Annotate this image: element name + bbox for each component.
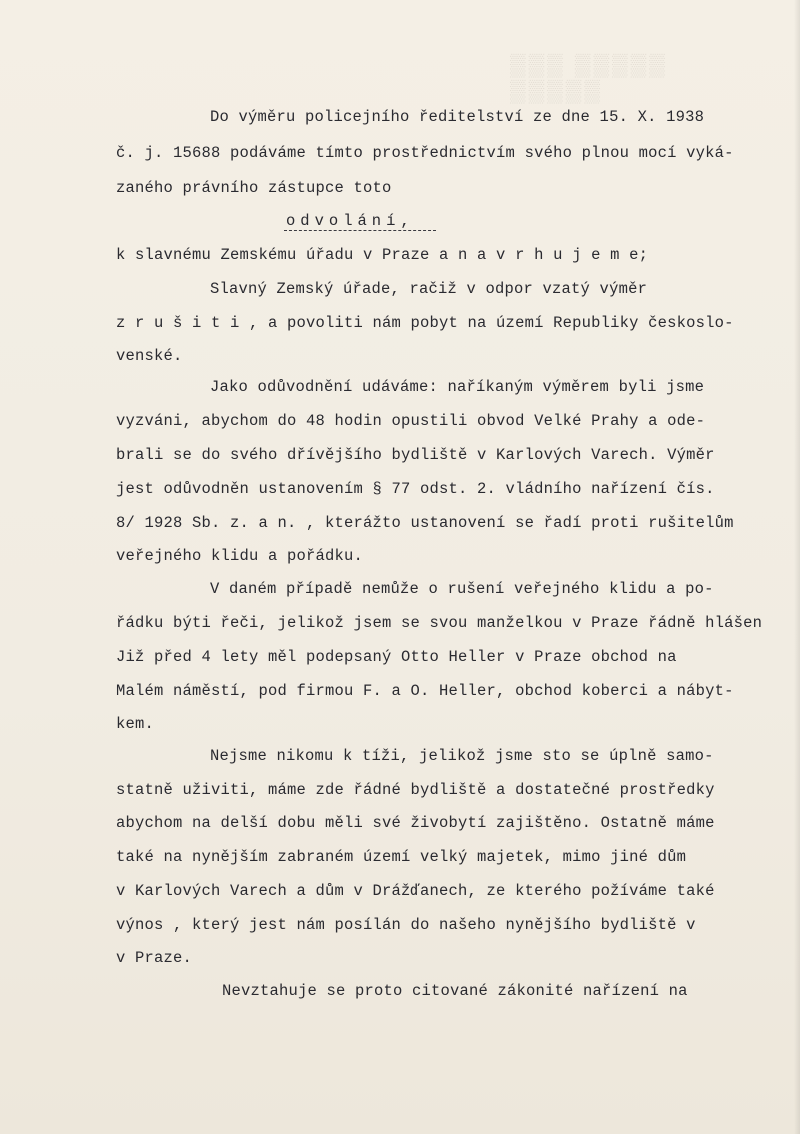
text-line: z r u š i t i , a povoliti nám pobyt na území Republiky českoslo- — [116, 314, 734, 332]
text-line: veřejného klidu a pořádku. — [116, 547, 364, 565]
text-line: č. j. 15688 podáváme tímto prostřednictvím svého plnou mocí vyká- — [116, 144, 734, 162]
text-line: v Praze. — [116, 949, 193, 967]
text-line: Nejsme nikomu k tíži, jelikož jsme sto se úplně samo- — [210, 747, 714, 765]
text-line: Malém náměstí, pod firmou F. a O. Heller, obchod koberci a nábyt- — [116, 682, 734, 700]
text-line: abychom na delší dobu měli své živobytí zajištěno. Ostatně máme — [116, 814, 715, 832]
text-line: také na nynějším zabraném území velký majetek, mimo jiné dům — [116, 848, 687, 866]
text-line: statně uživiti, máme zde řádné bydliště a dostatečné prostředky — [116, 781, 715, 799]
text-line: kem. — [116, 715, 155, 733]
text-line: v Karlových Varech a dům v Drážďanech, ze kterého požíváme také — [116, 882, 715, 900]
text-line: Nevztahuje se proto citované zákonité nařízení na — [222, 982, 688, 1000]
text-line: vyzváni, abychom do 48 hodin opustili obvod Velké Prahy a ode- — [116, 412, 706, 430]
text-line: zaného právního zástupce toto — [116, 179, 392, 197]
heading-odvolani: odvolání, — [286, 212, 415, 230]
text-line: V daném případě nemůže o rušení veřejného klidu a po- — [210, 580, 714, 598]
page-edge — [794, 0, 800, 1134]
text-line: jest odůvodněn ustanovením § 77 odst. 2. vládního nařízení čís. — [116, 480, 715, 498]
text-line: řádku býti řeči, jelikož jsem se svou manželkou v Praze řádně hlášen — [116, 614, 763, 632]
text-line: venské. — [116, 347, 183, 365]
faint-stamp-mark: ▒▒▒ ▒▒▒▒▒ ▒▒▒▒▒ — [510, 52, 668, 103]
text-line: brali se do svého dřívějšího bydliště v Karlových Varech. Výměr — [116, 446, 715, 464]
text-line: Slavný Zemský úřade, račiž v odpor vzatý výměr — [210, 280, 648, 298]
text-line: výnos , který jest nám posílán do našeho nynějšího bydliště v — [116, 916, 696, 934]
text-line: Již před 4 lety měl podepsaný Otto Heller v Praze obchod na — [116, 648, 677, 666]
text-line: k slavnému Zemskému úřadu v Praze a n a v r h u j e m e; — [116, 246, 649, 264]
text-line: 8/ 1928 Sb. z. a n. , kterážto ustanovení se řadí proti rušitelům — [116, 514, 734, 532]
text-line: Jako odůvodnění udáváme: naříkaným výměrem byli jsme — [210, 378, 705, 396]
heading-underline — [284, 230, 436, 231]
text-line: Do výměru policejního ředitelství ze dne 15. X. 1938 — [210, 108, 705, 126]
